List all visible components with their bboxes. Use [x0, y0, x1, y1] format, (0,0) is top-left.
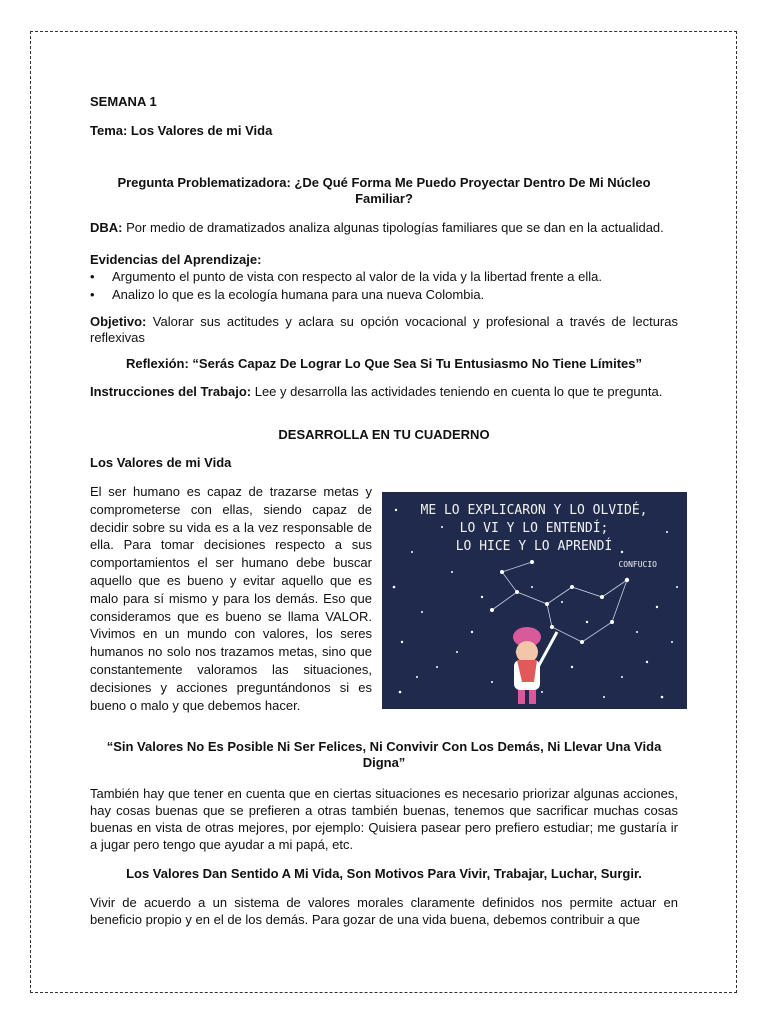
- evidence-title: Evidencias del Aprendizaje:: [90, 252, 262, 267]
- week-label: SEMANA 1: [90, 94, 157, 109]
- evidence-list: [90, 268, 678, 304]
- list-item: [90, 268, 678, 286]
- image-line-2: LO VI Y LO ENTENDÍ;: [459, 521, 609, 536]
- dba-label: DBA:: [90, 220, 123, 235]
- instructions-label: Instrucciones del Trabajo:: [90, 384, 252, 399]
- evidence-item-text: Analizo lo que es la ecología humana para una nueva Colombia.: [112, 287, 485, 302]
- bullet-icon: •: [90, 269, 95, 284]
- objective-text: Valorar sus actitudes y aclara su opción vocacional y profesional a través de lecturas reflexivas: [90, 314, 678, 345]
- section-title: Los Valores de mi Vida: [90, 455, 232, 470]
- instructions-text: Lee y desarrolla las actividades teniendo en cuenta lo que te pregunta.: [251, 384, 663, 399]
- bullet-icon: •: [90, 287, 95, 302]
- dba-text: Por medio de dramatizados analiza algunas tipologías familiares que se dan en la actualidad.: [122, 220, 664, 235]
- moral-values-paragraph: Vivir de acuerdo a un sistema de valores morales claramente definidos nos permite actuar en beneficio propio y en el de los demás. Para gozar de una vida buena, debemos contribuir a que: [90, 895, 678, 927]
- confucius-quote-image: [382, 492, 687, 709]
- develop-heading: DESARROLLA EN TU CUADERNO: [278, 427, 490, 442]
- objective-paragraph: [90, 314, 678, 346]
- image-line-1: ME LO EXPLICARON Y LO OLVIDÉ,: [420, 503, 648, 518]
- list-item: [90, 286, 678, 304]
- dba-paragraph: [90, 220, 678, 236]
- image-author: CONFUCIO: [618, 560, 657, 569]
- reflection: Reflexión: “Serás Capaz De Lograr Lo Que Sea Si Tu Entusiasmo No Tiene Límites”: [125, 356, 643, 371]
- intro-paragraph: El ser humano es capaz de trazarse metas y comprometerse con ellas, siendo capaz de decidir sobre su vida es a la vez responsable de ella. Para tomar decisiones respecto a sus comportamientos el ser humano debe buscar aquello que es bueno y evitar aquello que es malo para sí mismo y para los demás. Eso que consideramos que es bueno se llama VALOR. Vivimos en un mundo con valores, los seres humanos no solo nos trazamos metas, sino que constantemente valoramos las situaciones, decisiones y acciones preguntándonos si es bueno o malo y que debemos hacer.: [90, 484, 372, 713]
- values-quote: “Sin Valores No Es Posible Ni Ser Felices, Ni Convivir Con Los Demás, Ni Llevar Una Vida Digna”: [106, 739, 662, 770]
- objective-label: Objetivo:: [90, 314, 147, 329]
- image-line-3: LO HICE Y LO APRENDÍ: [455, 539, 613, 554]
- priorities-paragraph: También hay que tener en cuenta que en ciertas situaciones es necesario priorizar algunas acciones, hay cosas buenas que se prefieren a otras también buenas, tenemos que sacrificar muchas cosas buenas en vista de otras mejores, por ejemplo: Quisiera pasear pero prefiero estudiar; me gustaría ir a jugar pero tengo que ayudar a mi papá, etc.: [90, 786, 678, 852]
- values-meaning-heading: Los Valores Dan Sentido A Mi Vida, Son Motivos Para Vivir, Trabajar, Luchar, Surgir.: [126, 866, 642, 881]
- topic-title: Tema: Los Valores de mi Vida: [90, 123, 273, 138]
- evidence-item-text: Argumento el punto de vista con respecto al valor de la vida y la libertad frente a ella.: [112, 269, 602, 284]
- problem-question: Pregunta Problematizadora: ¿De Qué Forma Me Puedo Proyectar Dentro De Mi Núcleo Familiar?: [117, 175, 651, 206]
- instructions-paragraph: [90, 384, 678, 400]
